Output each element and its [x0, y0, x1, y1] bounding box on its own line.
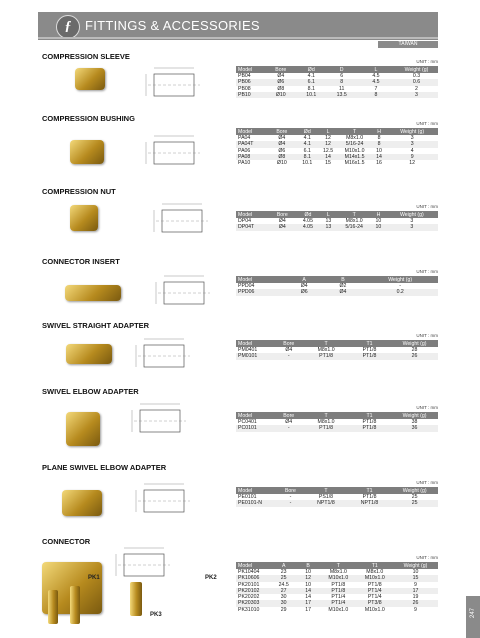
table-cell: 4.05 — [296, 224, 319, 230]
column-header: T1 — [348, 412, 391, 419]
column-header: L — [320, 211, 338, 218]
table-row — [236, 500, 438, 506]
table-cell: 8.1 — [296, 154, 319, 160]
connector-label-pk3: PK3 — [150, 612, 162, 618]
table-cell: PK20303 — [236, 600, 271, 606]
column-header: Model — [236, 128, 268, 135]
column-header: Bore — [277, 487, 304, 494]
column-header: Weight (g) — [386, 128, 438, 135]
connector-label-pk1: PK1 — [88, 575, 100, 581]
section-title: COMPRESSION BUSHING — [42, 114, 135, 123]
column-header: Weight (g) — [395, 66, 438, 73]
spec-table — [236, 562, 438, 613]
table-cell: 17 — [296, 600, 320, 606]
table-cell: 8 — [326, 79, 356, 85]
table-cell: PE0101 — [238, 494, 257, 500]
product-photo — [66, 344, 112, 364]
table-cell: 12 — [296, 575, 320, 581]
section-title: PLANE SWIVEL ELBOW ADAPTER — [42, 463, 167, 472]
column-header: H — [371, 211, 386, 218]
column-header: Bore — [268, 128, 296, 135]
technical-drawing — [130, 335, 210, 379]
column-header: A — [271, 562, 296, 569]
table-cell: Ø4 — [278, 135, 286, 141]
table-cell: 8 — [357, 92, 395, 98]
table-cell: 4.5 — [357, 79, 395, 85]
table-cell: 0.6 — [395, 79, 438, 85]
table-cell: PT3/8 — [357, 600, 393, 606]
section-title: COMPRESSION SLEEVE — [42, 52, 130, 61]
technical-drawing — [140, 64, 220, 108]
table-cell: 25 — [391, 500, 438, 506]
table-cell: 19 — [412, 594, 419, 601]
table-cell: M8x1.0 — [317, 419, 335, 425]
table-cell: NPT1/8 — [304, 500, 348, 506]
table-cell: PE0101-N — [236, 500, 277, 506]
column-header: L — [319, 128, 338, 135]
table-cell: M8x1.0 — [345, 218, 363, 224]
column-header: T — [320, 562, 356, 569]
table-cell: M8x1.0 — [366, 569, 384, 575]
column-header: H — [372, 128, 386, 135]
table-cell: PPD06 — [236, 289, 285, 295]
product-photo — [48, 590, 58, 624]
table-cell: 17 — [393, 588, 438, 594]
table-cell: 23 — [280, 569, 287, 575]
table-cell: DP04T — [236, 224, 268, 230]
column-header: Model — [236, 276, 285, 283]
table-cell: Ø4 — [285, 419, 293, 425]
section-title: SWIVEL STRAIGHT ADAPTER — [42, 321, 150, 330]
table-cell: 3 — [386, 141, 438, 147]
table-cell: 8 — [372, 141, 386, 147]
table-cell: 25 — [271, 575, 296, 581]
table-cell: PPD04 — [238, 283, 255, 289]
table-cell: Ø4 — [268, 141, 296, 147]
spec-table — [236, 66, 438, 98]
table-cell: 9 — [386, 154, 438, 160]
table-cell: 13 — [320, 224, 338, 230]
table-cell: PA04 — [238, 135, 251, 141]
column-header: D — [326, 66, 356, 73]
column-header: Bore — [268, 211, 296, 218]
table-cell: 3 — [410, 135, 414, 141]
table-cell: Ø6 — [285, 289, 324, 295]
table-cell: PT1/4 — [320, 600, 356, 606]
table-cell: M8x1.0 — [346, 135, 364, 141]
table-cell: PA04T — [236, 141, 268, 147]
table-cell: 3 — [386, 224, 438, 230]
technical-drawing — [140, 132, 220, 176]
table-cell: PM0401 — [238, 347, 258, 353]
table-cell: Ø4 — [324, 289, 363, 295]
connector-label-pk2: PK2 — [205, 575, 217, 581]
column-header: Model — [236, 562, 271, 569]
column-header: T1 — [357, 562, 393, 569]
table-cell: PT1/8 — [331, 581, 346, 588]
table-cell: 10 — [375, 218, 382, 224]
table-cell: Ø4 — [268, 224, 296, 230]
table-cell: Ø8 — [268, 154, 296, 160]
column-header: Model — [236, 340, 273, 347]
table-cell: Ø4 — [277, 73, 285, 79]
column-header: B — [324, 276, 363, 283]
table-cell: PT1/4 — [357, 588, 393, 594]
column-header: Ød — [296, 66, 326, 73]
table-cell: 4.1 — [296, 141, 319, 147]
table-cell: 36 — [391, 425, 438, 431]
table-cell: PB10 — [236, 92, 266, 98]
table-cell: 28 — [411, 347, 418, 353]
product-photo — [70, 586, 80, 624]
page-title: FITTINGS & ACCESSORIES — [85, 18, 260, 33]
column-header: T1 — [348, 340, 391, 347]
column-header: Bore — [266, 66, 297, 73]
table-cell: 14 — [372, 154, 386, 160]
table-cell: 12 — [409, 160, 416, 167]
table-cell: 13.5 — [326, 92, 356, 98]
table-row — [236, 92, 438, 98]
table-cell: PT1/8 — [320, 588, 356, 594]
table-cell: M10x1.0 — [357, 575, 393, 581]
page-number-tab — [466, 596, 480, 638]
table-cell: Ø6 — [266, 79, 297, 85]
table-cell: Ø4 — [278, 218, 286, 224]
table-cell: 15 — [393, 575, 438, 581]
table-cell: 14 — [319, 154, 338, 160]
table-cell: 10 — [376, 147, 382, 154]
column-header: Weight (g) — [393, 562, 438, 569]
unit-label: UNIT : mm — [416, 121, 438, 126]
column-header: Ød — [296, 128, 319, 135]
table-cell: 9 — [414, 606, 417, 613]
table-row — [236, 160, 438, 166]
table-cell: 7 — [374, 85, 378, 92]
column-header: Bore — [273, 340, 304, 347]
table-cell: PT1/8 — [304, 425, 348, 431]
table-cell: M8x1.0 — [317, 347, 335, 353]
table-cell: 9 — [414, 581, 417, 588]
table-cell: PA06 — [238, 147, 251, 154]
table-cell: 38 — [411, 419, 418, 425]
table-cell: 30 — [280, 594, 287, 601]
table-cell: PM0101 — [236, 353, 273, 359]
column-header: Weight (g) — [391, 412, 438, 419]
table-cell: PT1/8 — [348, 353, 391, 359]
table-cell: 12.5 — [323, 147, 334, 154]
table-cell: - — [289, 494, 292, 500]
table-cell: M16x1.5 — [344, 160, 365, 167]
table-row — [236, 425, 438, 431]
table-cell: 15 — [325, 160, 331, 167]
column-header: T — [337, 211, 371, 218]
spec-table — [236, 276, 438, 296]
table-cell: 4.1 — [303, 135, 311, 141]
technical-drawing — [110, 544, 190, 588]
table-cell: PK20102 — [236, 588, 271, 594]
table-cell: PB04 — [238, 73, 251, 79]
table-cell: PK20202 — [238, 594, 260, 601]
table-cell: PS1/8 — [318, 494, 334, 500]
column-header: Weight (g) — [386, 211, 438, 218]
table-cell: - — [277, 500, 304, 506]
table-cell: PT1/4 — [331, 594, 346, 601]
technical-drawing — [150, 272, 230, 316]
table-cell: 11 — [338, 85, 345, 92]
product-photo — [70, 140, 104, 164]
table-cell: Ø4 — [300, 283, 308, 289]
table-cell: 3 — [410, 218, 414, 224]
section-title: CONNECTOR INSERT — [42, 257, 120, 266]
table-row — [236, 289, 438, 295]
table-cell: 10.1 — [296, 92, 326, 98]
table-cell: Ø6 — [278, 147, 286, 154]
table-cell: M10x1.0 — [320, 575, 356, 581]
product-photo — [62, 490, 102, 516]
table-cell: 24.5 — [278, 581, 289, 588]
unit-label: UNIT : mm — [416, 405, 438, 410]
table-cell: DP04 — [238, 218, 251, 224]
column-header: T — [337, 128, 372, 135]
table-cell: 2 — [415, 85, 418, 92]
table-cell: 26 — [391, 353, 438, 359]
table-cell: - — [399, 283, 402, 289]
table-cell: PB06 — [236, 79, 266, 85]
column-header: B — [296, 562, 320, 569]
column-header: T1 — [348, 487, 392, 494]
table-cell: 4 — [410, 147, 414, 154]
table-cell: 16 — [376, 160, 382, 167]
column-header: Model — [236, 487, 277, 494]
unit-label: UNIT : mm — [416, 59, 438, 64]
table-cell: M8x1.0 — [329, 569, 347, 575]
column-header: Model — [236, 211, 268, 218]
unit-label: UNIT : mm — [416, 204, 438, 209]
technical-drawing — [148, 200, 228, 244]
table-cell: PT1/8 — [362, 419, 377, 425]
table-cell: 10 — [371, 224, 386, 230]
product-photo — [65, 285, 121, 301]
table-cell: PK10606 — [236, 575, 271, 581]
table-cell: PT1/8 — [304, 353, 348, 359]
table-cell: - — [273, 353, 304, 359]
table-cell: 4.1 — [307, 73, 315, 79]
table-cell: Ø8 — [277, 85, 285, 92]
brand-logo-icon: ƒ — [56, 15, 80, 39]
column-header: T — [304, 412, 348, 419]
spec-table — [236, 487, 438, 507]
table-cell: M10x1.0 — [364, 606, 385, 613]
table-cell: PA10 — [238, 160, 251, 167]
column-header: Model — [236, 412, 273, 419]
table-cell: Ø4 — [285, 347, 293, 353]
table-cell: PT1/4 — [367, 594, 382, 601]
table-cell: PT1/8 — [348, 425, 391, 431]
table-cell: 14 — [305, 594, 312, 601]
table-cell: PT1/8 — [362, 347, 377, 353]
table-cell: 0.3 — [412, 73, 421, 79]
section-title: CONNECTOR — [42, 537, 91, 546]
technical-drawing — [130, 480, 210, 524]
table-cell: 10 — [305, 569, 312, 575]
section-title: SWIVEL ELBOW ADAPTER — [42, 387, 139, 396]
table-cell: PT1/8 — [367, 581, 382, 588]
table-cell: 25 — [411, 494, 418, 500]
table-cell: 10.1 — [302, 160, 313, 167]
table-row — [236, 224, 438, 230]
section-title: COMPRESSION NUT — [42, 187, 116, 196]
spec-table — [236, 412, 438, 432]
table-cell: NPT1/8 — [348, 500, 392, 506]
table-cell: PB08 — [238, 85, 251, 92]
column-header: T — [304, 340, 348, 347]
table-cell: PK20101 — [238, 581, 260, 588]
table-row — [236, 607, 438, 613]
table-cell: 27 — [271, 588, 296, 594]
table-cell: 17 — [305, 606, 312, 613]
table-cell: M10x1.0 — [328, 606, 349, 613]
table-cell: PC0401 — [238, 419, 257, 425]
column-header: A — [285, 276, 324, 283]
spec-table — [236, 340, 438, 360]
page-number: 247 — [470, 607, 477, 619]
column-header: L — [357, 66, 395, 73]
banner-stripe — [38, 37, 438, 39]
column-header: T — [304, 487, 348, 494]
product-photo — [75, 68, 105, 90]
table-cell: 10 — [412, 569, 419, 575]
table-cell: 4.5 — [372, 73, 380, 79]
table-row — [236, 353, 438, 359]
table-cell: PK31010 — [238, 606, 260, 613]
table-cell: 4.05 — [302, 218, 313, 224]
region-label: TAIWAN — [378, 41, 438, 48]
table-cell: PK10404 — [238, 569, 260, 575]
column-header: Weight (g) — [391, 340, 438, 347]
table-cell: 10 — [305, 581, 312, 588]
column-header: Weight (g) — [391, 487, 438, 494]
table-cell: 26 — [393, 600, 438, 606]
table-cell: 0.2 — [362, 289, 438, 295]
table-cell: 5/16-24 — [337, 141, 372, 147]
technical-drawing — [126, 400, 206, 444]
table-cell: 6.1 — [296, 79, 326, 85]
table-cell: - — [273, 425, 304, 431]
product-photo — [70, 205, 98, 231]
table-cell: PA08 — [236, 154, 268, 160]
column-header: Bore — [273, 412, 304, 419]
table-cell: 30 — [271, 600, 296, 606]
unit-label: UNIT : mm — [416, 480, 438, 485]
table-cell: 8.1 — [307, 85, 315, 92]
table-cell: 12 — [325, 135, 331, 141]
column-header: Ød — [296, 211, 319, 218]
spec-table — [236, 211, 438, 231]
unit-label: UNIT : mm — [416, 333, 438, 338]
unit-label: UNIT : mm — [416, 555, 438, 560]
product-photo — [130, 582, 142, 616]
spec-table — [236, 128, 438, 166]
product-photo — [66, 412, 100, 446]
table-cell: PC0101 — [236, 425, 273, 431]
table-cell: 14 — [296, 588, 320, 594]
table-cell: Ø10 — [266, 92, 297, 98]
table-cell: 13 — [325, 218, 332, 224]
table-cell: Ø2 — [339, 283, 347, 289]
table-cell: 12 — [319, 141, 338, 147]
table-cell: 29 — [280, 606, 287, 613]
table-cell: PT1/8 — [362, 494, 377, 500]
table-cell: 8 — [377, 135, 381, 141]
table-cell: 6 — [340, 73, 344, 79]
header-banner — [38, 12, 438, 40]
table-cell: 5/16-24 — [337, 224, 371, 230]
table-cell: 6.1 — [303, 147, 311, 154]
unit-label: UNIT : mm — [416, 269, 438, 274]
table-cell: M10x1.0 — [344, 147, 365, 154]
table-cell: 3 — [395, 92, 438, 98]
table-cell: Ø10 — [276, 160, 287, 167]
table-cell: M14x1.5 — [337, 154, 372, 160]
column-header: Weight (g) — [362, 276, 438, 283]
column-header: Model — [236, 66, 266, 73]
